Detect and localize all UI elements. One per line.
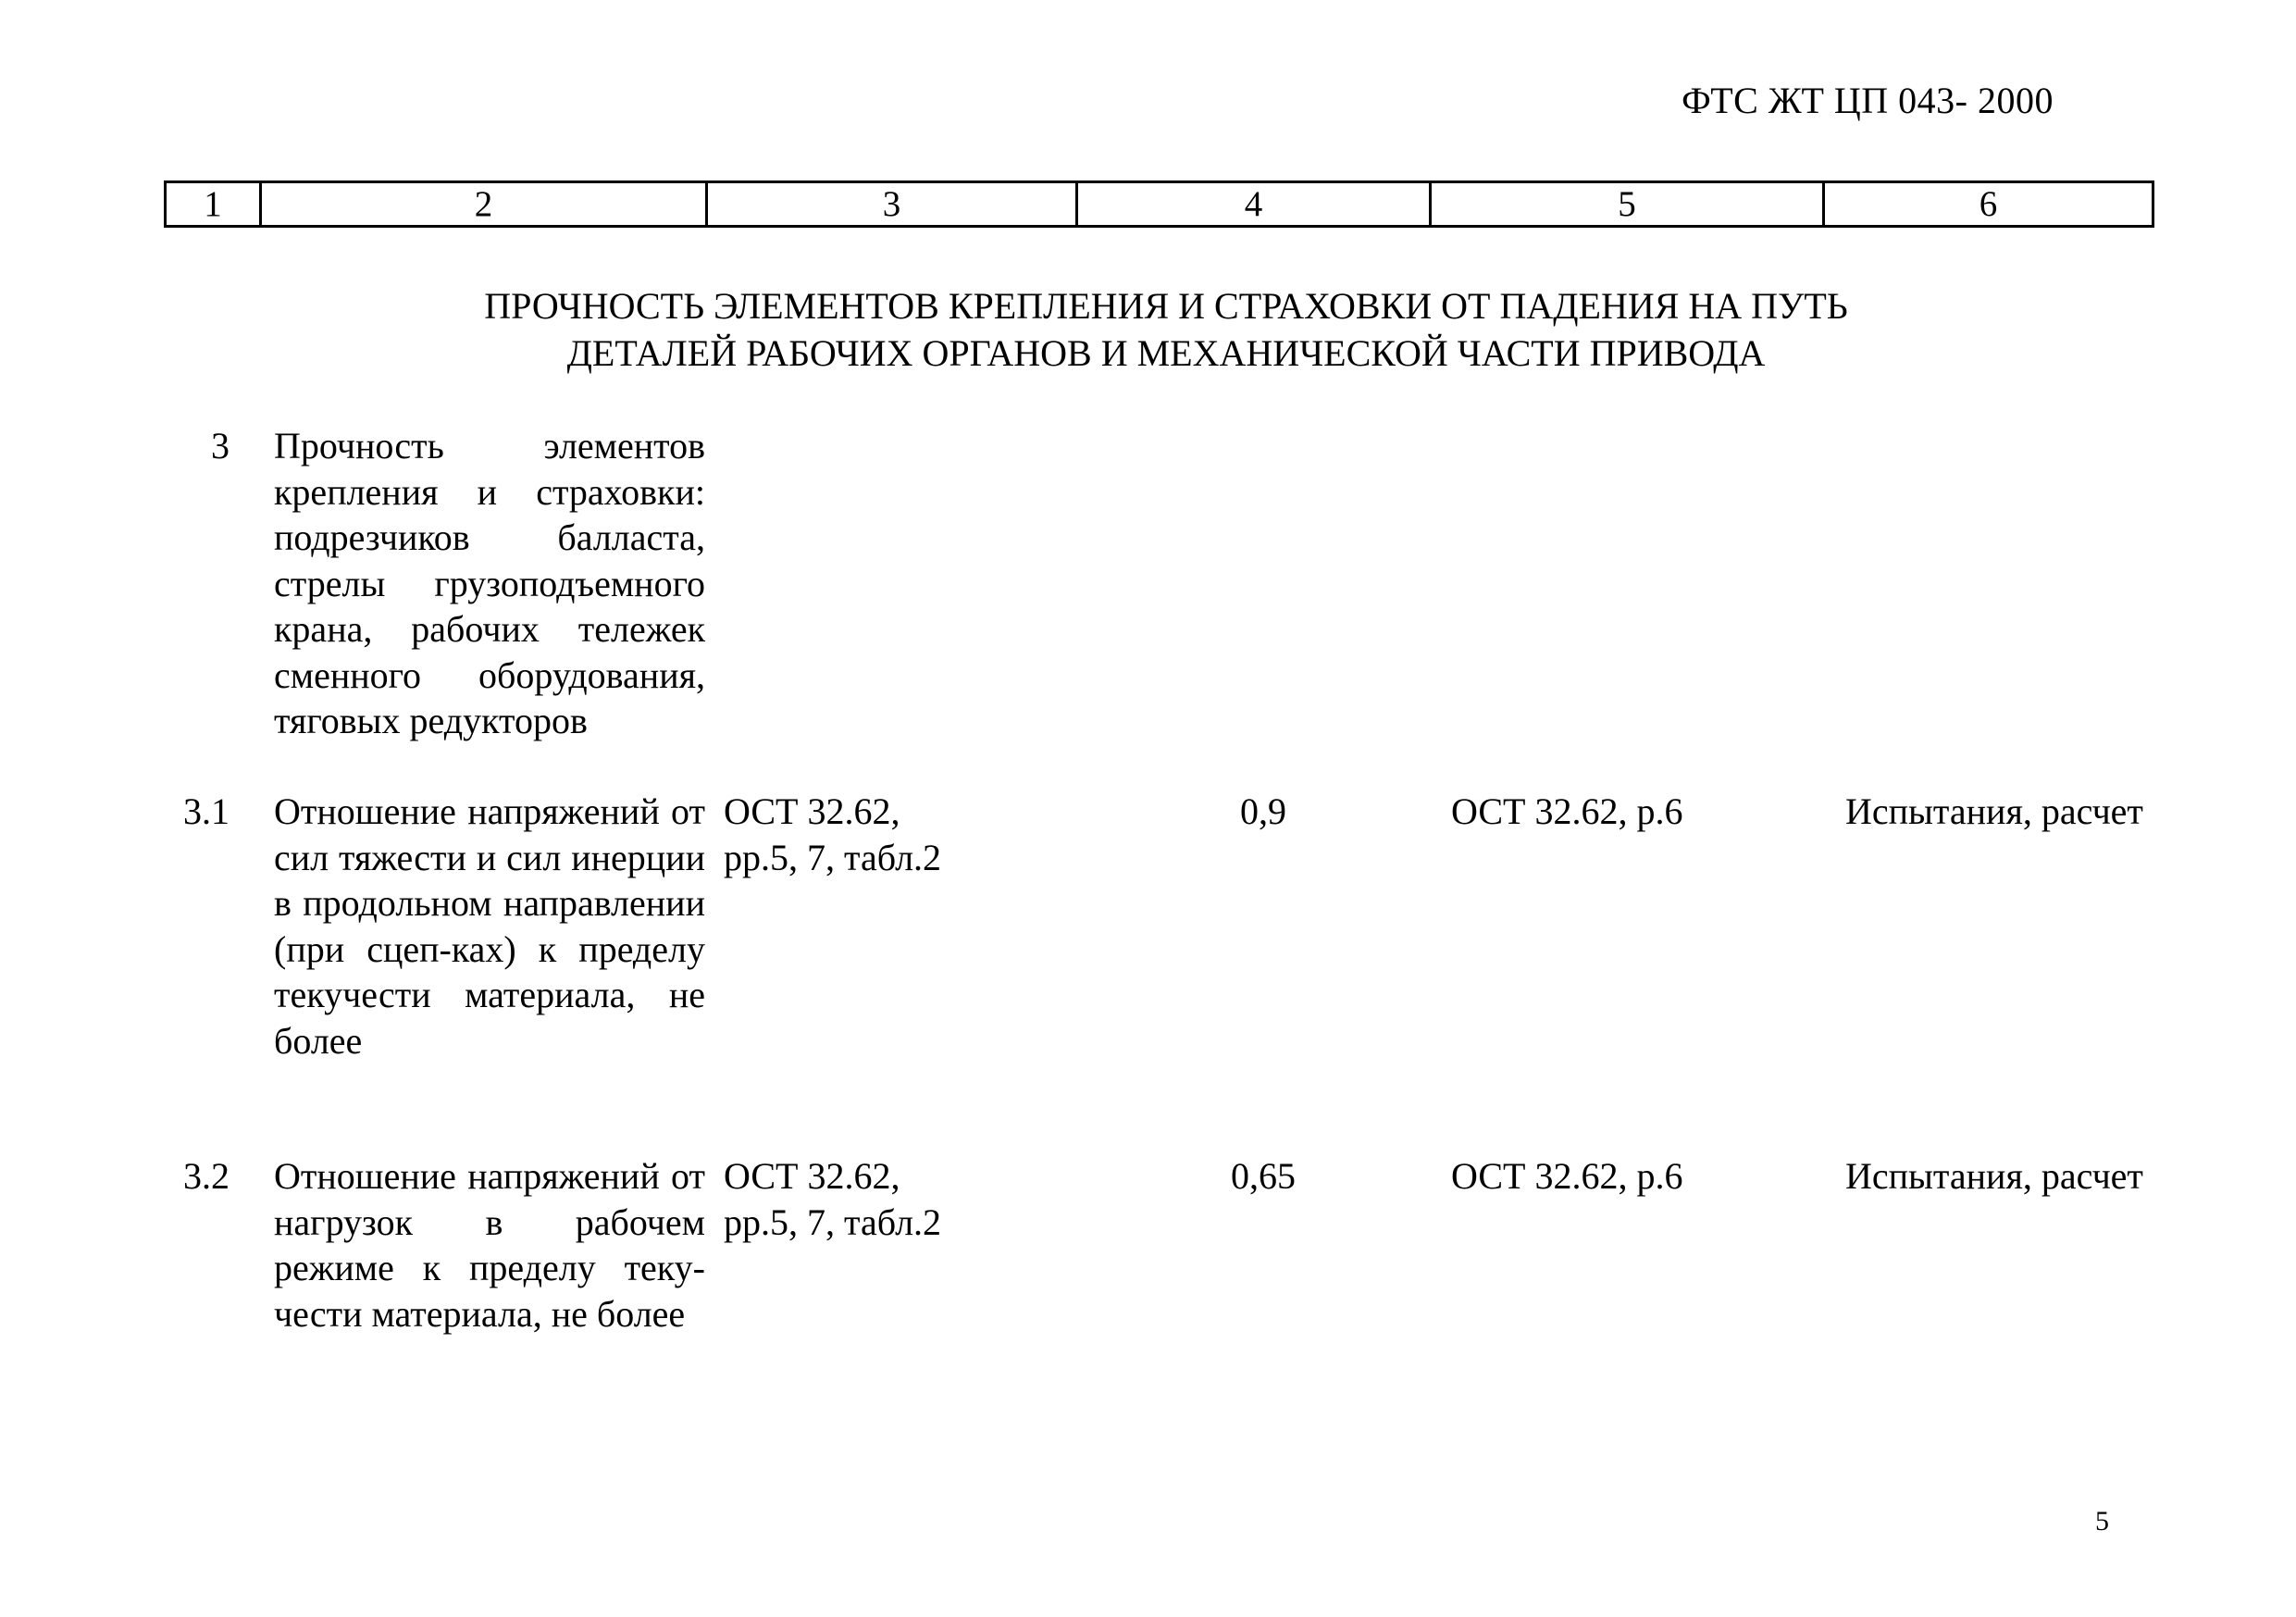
row-control: Испытания, расчет	[1845, 1155, 2143, 1197]
column-number-header	[164, 180, 2154, 228]
page-number: 5	[2095, 1506, 2109, 1536]
row-number: 3	[211, 425, 230, 466]
row-value: 0,9	[1240, 790, 1286, 832]
row-standard: ОСТ 32.62, рр.5, 7, табл.2	[724, 1155, 942, 1243]
row-name: Отношение напряжений от сил тяжести и сил инерции в продольном направлении (при сцеп-ках) к пределу текучести материала, не более	[274, 790, 705, 1062]
column-number-3: 3	[707, 182, 1077, 227]
section-title	[352, 282, 1980, 377]
row-value: 0,65	[1231, 1155, 1296, 1197]
row-number: 3.2	[183, 1155, 230, 1197]
section-title-line-1: ПРОЧНОСТЬ ЭЛЕМЕНТОВ КРЕПЛЕНИЯ И СТРАХОВКИ ОТ ПАДЕНИЯ НА ПУТЬ	[484, 285, 1848, 327]
column-number-6: 6	[1824, 182, 2153, 227]
row-method-ref: ОСТ 32.62, р.6	[1451, 1155, 1683, 1197]
row-name: Отношение напряжений от нагрузок в рабочем режиме к пределу теку-чести материала, не более	[274, 1155, 705, 1335]
row-number: 3.1	[183, 790, 230, 832]
row-name: Прочность элементов крепления и страховки: подрезчиков балласта, стрелы грузоподъемного крана, рабочих тележек сменного оборудования, тяговых редукторов	[274, 425, 705, 741]
column-number-1: 1	[166, 182, 261, 227]
section-title-line-2: ДЕТАЛЕЙ РАБОЧИХ ОРГАНОВ И МЕХАНИЧЕСКОЙ ЧАСТИ ПРИВОДА	[566, 332, 1766, 374]
column-number-5: 5	[1431, 182, 1824, 227]
document-code: ФТС ЖТ ЦП 043- 2000	[1682, 80, 2054, 121]
row-method-ref: ОСТ 32.62, р.6	[1451, 790, 1683, 832]
row-standard: ОСТ 32.62, рр.5, 7, табл.2	[724, 790, 942, 878]
row-control: Испытания, расчет	[1845, 790, 2143, 832]
column-number-2: 2	[261, 182, 707, 227]
column-number-4: 4	[1077, 182, 1431, 227]
